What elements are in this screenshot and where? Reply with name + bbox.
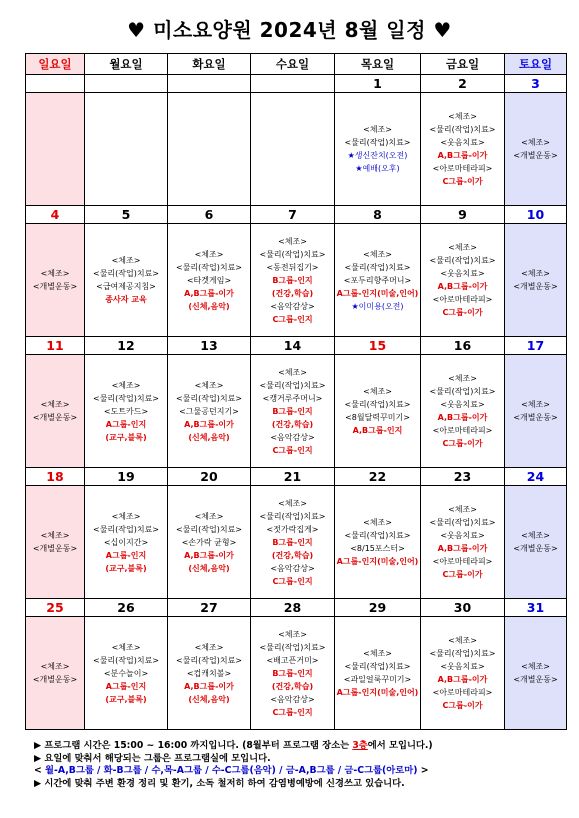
event-line: ★생신잔치(오전) [347, 151, 408, 160]
day-number: 15 [335, 337, 421, 355]
event-line: <체조> [111, 642, 141, 652]
event-line: <아로마테라피> [432, 557, 493, 566]
event-line: <과일얼룩꾸미기> [343, 675, 412, 684]
day-events-cell [421, 224, 505, 337]
event-line: <체조> [521, 138, 550, 147]
event-line: A,B그룹-이가 [437, 413, 488, 422]
event-line: <개별운동> [513, 675, 558, 684]
event-line: <체조> [521, 662, 550, 671]
day-events-cell [26, 355, 85, 468]
event-line: A,B그룹-이가 [437, 544, 488, 553]
event-line: C그룹-인지 [272, 314, 313, 324]
day-events-cell [421, 486, 505, 599]
day-events-cell [26, 617, 85, 730]
event-line: ★이미용(오전) [351, 301, 404, 311]
event-line: <물리(작업)치료> [344, 400, 411, 409]
day-number: 5 [85, 206, 168, 224]
day-events-cell [505, 617, 567, 730]
events-row [26, 224, 567, 337]
event-line: <물리(작업)치료> [175, 655, 243, 665]
event-line: <체조> [194, 249, 224, 259]
event-line: <아로마테라피> [432, 164, 493, 173]
event-line: C그룹-이가 [442, 177, 483, 186]
event-line: (신체,음악) [188, 694, 230, 704]
event-line: <물리(작업)치료> [92, 393, 160, 403]
event-line: <물리(작업)치료> [259, 511, 326, 521]
events-row [26, 93, 567, 206]
day-events-cell [335, 486, 421, 599]
day-number-row [26, 75, 567, 93]
event-line: <체조> [40, 400, 70, 409]
note-time-text: ▶ 프로그램 시간은 15:00 ~ 16:00 까지입니다. (8월부터 프로그램 장소는 [34, 740, 353, 751]
event-line: <체조> [278, 236, 307, 246]
day-events-cell [505, 486, 567, 599]
event-line: <급여제공지침> [96, 282, 156, 291]
note-time-end: 에서 모입니다.) [367, 740, 433, 751]
events-row [26, 486, 567, 599]
day-events-cell [505, 224, 567, 337]
day-number: 17 [505, 337, 567, 355]
event-line: B그룹-인지 [272, 668, 313, 678]
day-number: 20 [168, 468, 251, 486]
day-number: 14 [251, 337, 335, 355]
day-number-row [26, 337, 567, 355]
event-line: <체조> [194, 380, 224, 390]
event-line: <십이지간> [103, 537, 149, 547]
event-line: <개별운동> [32, 675, 78, 684]
event-line: <아로마테라피> [432, 688, 493, 697]
event-line: A,B그룹-이가 [437, 282, 488, 291]
event-line: <개별운동> [513, 413, 558, 422]
event-line: <개별운동> [513, 544, 558, 553]
event-line: <물리(작업)치료> [429, 649, 496, 658]
event-line: (교구,블록) [105, 563, 147, 573]
event-line: <젓가락집게> [266, 524, 319, 534]
event-line: A,B그룹-인지 [352, 426, 403, 435]
day-number: 28 [251, 599, 335, 617]
day-events-cell [26, 224, 85, 337]
event-line: <물리(작업)치료> [344, 262, 411, 272]
event-line: A,B그룹-이가 [184, 681, 234, 691]
day-events-cell [421, 355, 505, 468]
day-events-cell [85, 617, 168, 730]
event-line: <물리(작업)치료> [429, 125, 496, 134]
event-line: (건강,학습) [271, 419, 314, 429]
day-number [168, 75, 251, 93]
event-line: (신체,음악) [188, 563, 230, 573]
event-line: <웃음치료> [440, 662, 485, 671]
day-number: 30 [421, 599, 505, 617]
event-line: <물리(작업)치료> [259, 249, 326, 259]
weekday-header: 목요일 [335, 54, 421, 75]
day-number: 26 [85, 599, 168, 617]
event-line: <체조> [111, 256, 141, 265]
day-number: 8 [335, 206, 421, 224]
day-number: 7 [251, 206, 335, 224]
day-number: 24 [505, 468, 567, 486]
event-line: A,B그룹-이가 [437, 151, 488, 160]
day-number: 16 [421, 337, 505, 355]
event-line: C그룹-이가 [442, 701, 483, 710]
day-number: 12 [85, 337, 168, 355]
day-number: 2 [421, 75, 505, 93]
event-line: <8월달력꾸미기> [345, 413, 410, 422]
day-events-cell [335, 93, 421, 206]
event-line: A그룹-인지(미술,인어) [336, 288, 419, 298]
day-events-cell [335, 617, 421, 730]
day-number: 31 [505, 599, 567, 617]
day-events-cell [26, 93, 85, 206]
day-events-cell [251, 486, 335, 599]
event-line: <체조> [278, 367, 307, 377]
event-line: <체조> [448, 505, 477, 514]
event-line: A,B그룹-이가 [184, 288, 234, 298]
day-number: 25 [26, 599, 85, 617]
bracket-close: > [417, 765, 429, 776]
event-line: <체조> [278, 629, 307, 639]
day-events-cell [85, 355, 168, 468]
event-line: <분수놀이> [103, 668, 149, 678]
calendar-table [25, 53, 567, 730]
notes-section [34, 740, 554, 790]
note-group-schedule: 월-A,B그룹 / 화-B그룹 / 수,목-A그룹 / 수-C그룹(음악) / 금-A,B그룹 / 금-C그룹(아로마) [45, 765, 418, 776]
event-line: <체조> [194, 511, 224, 521]
event-line: <물리(작업)치료> [344, 138, 411, 147]
day-number: 4 [26, 206, 85, 224]
event-line: <동전뒤집기> [266, 262, 319, 272]
event-line: <체조> [40, 269, 70, 278]
day-number-row [26, 206, 567, 224]
event-line: <물리(작업)치료> [429, 256, 496, 265]
event-line: A그룹-인지(미술,인어) [336, 557, 419, 566]
day-events-cell [168, 224, 251, 337]
weekday-header: 수요일 [251, 54, 335, 75]
event-line: <체조> [111, 380, 141, 390]
event-line: C그룹-인지 [272, 576, 313, 586]
event-line: <체조> [363, 649, 392, 658]
weekday-header: 월요일 [85, 54, 168, 75]
day-events-cell [85, 486, 168, 599]
day-events-cell [168, 355, 251, 468]
event-line: <웃음치료> [440, 531, 485, 540]
event-line: <물리(작업)치료> [344, 662, 411, 671]
weekday-header: 토요일 [505, 54, 567, 75]
event-line: <체조> [363, 249, 392, 259]
day-number: 27 [168, 599, 251, 617]
event-line: 종사자 교육 [105, 295, 147, 304]
event-line: <개별운동> [513, 151, 558, 160]
event-line: A그룹-인지(미술,인어) [336, 688, 419, 697]
page-title: ♥ 미소요양원 2024년 8월 일정 ♥ [127, 18, 452, 42]
event-line: (교구,블록) [105, 432, 147, 442]
event-line: <그물공던지기> [179, 406, 239, 416]
day-events-cell [168, 93, 251, 206]
day-events-cell [251, 617, 335, 730]
day-number: 1 [335, 75, 421, 93]
event-line: <물리(작업)치료> [175, 262, 243, 272]
note-time [34, 740, 554, 753]
day-events-cell [168, 617, 251, 730]
event-line: <웃음치료> [440, 269, 485, 278]
event-line: <개별운동> [32, 413, 78, 422]
event-line: B그룹-인지 [272, 406, 313, 416]
day-number [26, 75, 85, 93]
event-line: <음악감상> [270, 563, 315, 573]
day-number: 13 [168, 337, 251, 355]
weekday-header: 화요일 [168, 54, 251, 75]
event-line: <물리(작업)치료> [429, 387, 496, 396]
day-number: 29 [335, 599, 421, 617]
day-events-cell [251, 93, 335, 206]
event-line: A,B그룹-이가 [437, 675, 488, 684]
event-line: <체조> [448, 374, 477, 383]
day-number [85, 75, 168, 93]
day-number: 19 [85, 468, 168, 486]
note-hygiene: ▶ 시간에 맞춰 주변 환경 정리 및 환기, 소독 철저히 하여 감염병예방에 신경쓰고 있습니다. [34, 777, 405, 789]
day-events-cell [251, 224, 335, 337]
day-number-row [26, 599, 567, 617]
day-number [251, 75, 335, 93]
weekday-header: 금요일 [421, 54, 505, 75]
weekday-header: 일요일 [26, 54, 85, 75]
event-line: (신체,음악) [188, 432, 230, 442]
day-number: 11 [26, 337, 85, 355]
event-line: <물리(작업)치료> [175, 524, 243, 534]
event-line: <체조> [194, 642, 224, 652]
event-line: <8/15포스터> [350, 544, 405, 553]
event-line: C그룹-인지 [272, 707, 313, 717]
event-line: <체조> [40, 531, 70, 540]
event-line: <아로마테라피> [432, 426, 493, 435]
weekday-header-row [26, 54, 567, 75]
event-line: <체조> [40, 662, 70, 671]
events-row [26, 355, 567, 468]
event-line: A그룹-인지 [105, 550, 147, 560]
event-line: <포두리향주머니> [343, 275, 412, 285]
event-line: C그룹-이가 [442, 308, 483, 317]
day-events-cell [335, 355, 421, 468]
day-events-cell [85, 93, 168, 206]
event-line: <체조> [363, 125, 392, 134]
day-events-cell [505, 355, 567, 468]
day-number: 22 [335, 468, 421, 486]
note-schedule [34, 765, 554, 778]
event-line: <체조> [363, 518, 392, 527]
event-line: <체조> [448, 243, 477, 252]
day-number: 10 [505, 206, 567, 224]
event-line: <도트카드> [103, 406, 149, 416]
event-line: (건강,학습) [271, 550, 314, 560]
event-line: (교구,블록) [105, 694, 147, 704]
event-line: ★예배(오후) [355, 164, 400, 173]
event-line: <체조> [448, 636, 477, 645]
event-line: (건강,학습) [271, 288, 314, 298]
event-line: <컵캐치볼> [186, 668, 232, 678]
calendar-body [26, 75, 567, 730]
day-events-cell [251, 355, 335, 468]
day-events-cell [421, 617, 505, 730]
event-line: <체조> [111, 511, 141, 521]
event-line: <웃음치료> [440, 138, 485, 147]
event-line: A그룹-인지 [105, 681, 147, 691]
day-events-cell [335, 224, 421, 337]
event-line: <음악감상> [270, 694, 315, 704]
event-line: <음악감상> [270, 301, 315, 311]
day-number: 9 [421, 206, 505, 224]
bracket-open: < [34, 765, 46, 776]
note-group: ▶ 요일에 맞춰서 해당되는 그룹은 프로그램실에 모입니다. [34, 752, 271, 764]
event-line: <음악감상> [270, 432, 315, 442]
day-number: 18 [26, 468, 85, 486]
event-line: <개별운동> [513, 282, 558, 291]
event-line: <배고픈거미> [266, 655, 319, 665]
note-floor: 3층 [352, 740, 368, 751]
event-line: <체조> [448, 112, 477, 121]
event-line: <물리(작업)치료> [259, 380, 326, 390]
day-events-cell [168, 486, 251, 599]
event-line: <물리(작업)치료> [92, 655, 160, 665]
events-row [26, 617, 567, 730]
event-line: C그룹-이가 [442, 439, 483, 448]
day-events-cell [505, 93, 567, 206]
event-line: (건강,학습) [271, 681, 314, 691]
day-number-row [26, 468, 567, 486]
day-events-cell [26, 486, 85, 599]
event-line: <웃음치료> [440, 400, 485, 409]
event-line: <개별운동> [32, 544, 78, 553]
event-line: A,B그룹-이가 [184, 419, 234, 429]
event-line: <타겟게임> [186, 275, 232, 285]
event-line: <캥거루주머니> [262, 393, 323, 403]
event-line: <체조> [521, 400, 550, 409]
day-number: 3 [505, 75, 567, 93]
event-line: (신체,음악) [188, 301, 230, 311]
event-line: <체조> [521, 531, 550, 540]
event-line: <아로마테라피> [432, 295, 493, 304]
event-line: C그룹-이가 [442, 570, 483, 579]
day-number: 6 [168, 206, 251, 224]
event-line: <물리(작업)치료> [175, 393, 243, 403]
event-line: <체조> [363, 387, 392, 396]
event-line: <물리(작업)치료> [344, 531, 411, 540]
event-line: B그룹-인지 [272, 275, 313, 285]
event-line: <손가락 균형> [181, 537, 237, 547]
event-line: <물리(작업)치료> [259, 642, 326, 652]
day-events-cell [421, 93, 505, 206]
day-events-cell [85, 224, 168, 337]
event-line: <체조> [521, 269, 550, 278]
event-line: <개별운동> [32, 282, 78, 291]
day-number: 21 [251, 468, 335, 486]
day-number: 23 [421, 468, 505, 486]
event-line: <물리(작업)치료> [92, 524, 160, 534]
event-line: <물리(작업)치료> [429, 518, 496, 527]
event-line: <체조> [278, 498, 307, 508]
event-line: <물리(작업)치료> [92, 269, 160, 278]
event-line: A,B그룹-이가 [184, 550, 234, 560]
event-line: B그룹-인지 [272, 537, 313, 547]
event-line: A그룹-인지 [105, 419, 147, 429]
event-line: C그룹-인지 [272, 445, 313, 455]
